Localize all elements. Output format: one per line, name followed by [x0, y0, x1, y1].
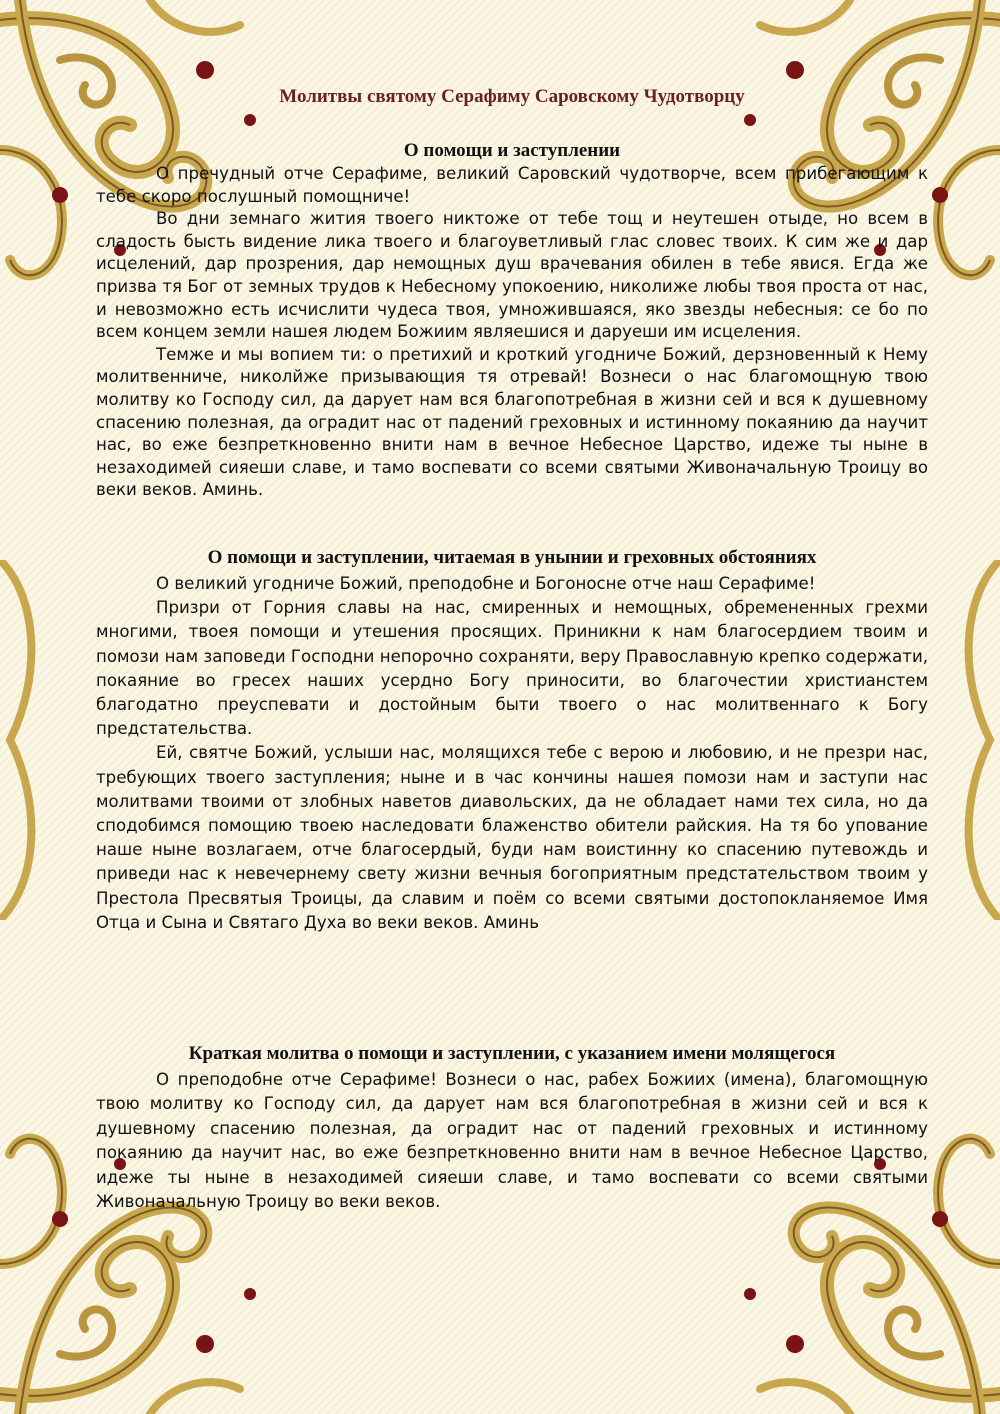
paragraph: О пречудный отче Серафиме, великий Саровский чудотворче, всем прибегающим к тебе скоро послушный помощниче! — [96, 164, 928, 206]
section-3-body — [96, 1068, 928, 1214]
section-1-body — [96, 163, 928, 502]
paragraph: Ей, святче Божий, услыши нас, молящихся тебе с верою и любовию, и не презри нас, требующих твоего заступления; ныне и в час кончины нашея помози нам и заступи нас молитвами твоими от злобных наветов диавольских, да не обладает нами тех сила, но да сподобимся помощию твоею наследовати блаженство обители райския. На тя бо упование наше ныне возлагаем, отче благосердый, буди нам воистинну ко спасению путевождь и приведи нас к невечернему свету жизни вечныя богоприятным предстательством твоим у Престола Пресвятыя Троицы, да славим и поём со всеми святыми достопокланяемое Имя Отца и Сына и Святаго Духа во веки веков. Аминь — [96, 743, 928, 932]
section-2-heading: О помощи и заступлении, читаемая в унынии и греховных обстояниях — [207, 547, 817, 568]
section-1-heading: О помощи и заступлении — [403, 140, 621, 161]
paragraph: Темже и мы вопием ти: о претихий и кроткий угодниче Божий, дерзновенный к Нему молитвенниче, николйже призывающия тя отревай! Вознеси о нас благомощную твою молитву ко Господу сил, да дарует нам вся благопотребная в жизни сей и вся к душевному спасению полезная, да оградит нас от падений греховных и истинному покаянию да научит нас, во еже безпреткновенно внити нам в вечное Небесное Царство, идеже ты ныне в незаходимей сияеши славе, и тамо воспевати со всеми святыми Живоначальную Троицу во веки веков. Аминь. — [96, 344, 928, 500]
section-2-body — [96, 572, 928, 935]
paragraph: О великий угодниче Божий, преподобне и Богоносне отче наш Серафиме! — [156, 574, 816, 593]
document-title: Молитвы святому Серафиму Саровскому Чудотворцу — [279, 86, 745, 107]
paragraph: О преподобне отче Серафиме! Вознеси о нас, рабех Божиих (имена), благомощную твою молитву ко Господу сил, да дарует нам вся благопотребная в жизни сей и вся к душевному спасению полезная, да оградит нас от падений греховных и истинному покаянию да научит нас, во еже безпреткновенно внити нам в вечное Небесное Царство, идеже ты ныне в незаходимей сияеши славе, и тамо воспевати со всеми святыми Живоначальную Троицу во веки веков. — [96, 1070, 928, 1212]
ornament-left-side — [0, 560, 60, 920]
prayer-document — [96, 0, 928, 1414]
paragraph: Призри от Горния славы на нас, смиренных и немощных, обремененных грехми многими, твоея помощи и утешения просящих. Приникни к нам благосердием твоим и помози нам заповеди Господни непорочно сохраняти, веру Православную крепко содержати, покаяние во гресех наших усердно Богу приносити, во благочестии христианстем благодатно преуспевати и достойным быти твоего о нас молитвеннаго к Богу предстательства. — [96, 598, 928, 739]
paragraph: Во дни земнаго жития твоего никтоже от тебе тощ и неутешен отыде, но всем в сладость бысть видение лика твоего и благоуветливый глас словес твоих. К сим же и дар исцелений, дар прозрения, дар немощных душ врачевания обилен в тебе явися. Егда же призва тя Бог от земных трудов к Небесному упокоению, николиже любы твоя проста от нас, и невозможно есть исчислити чудеса твоя, умножившаяся, яко звезды небесныя: се бо по всем концем земли нашея людем Божиим являешися и даруеши им исцеления. — [96, 209, 928, 342]
section-3-heading: Краткая молитва о помощи и заступлении, с указанием имени молящегося — [188, 1043, 836, 1064]
ornament-right-side — [940, 560, 1000, 920]
